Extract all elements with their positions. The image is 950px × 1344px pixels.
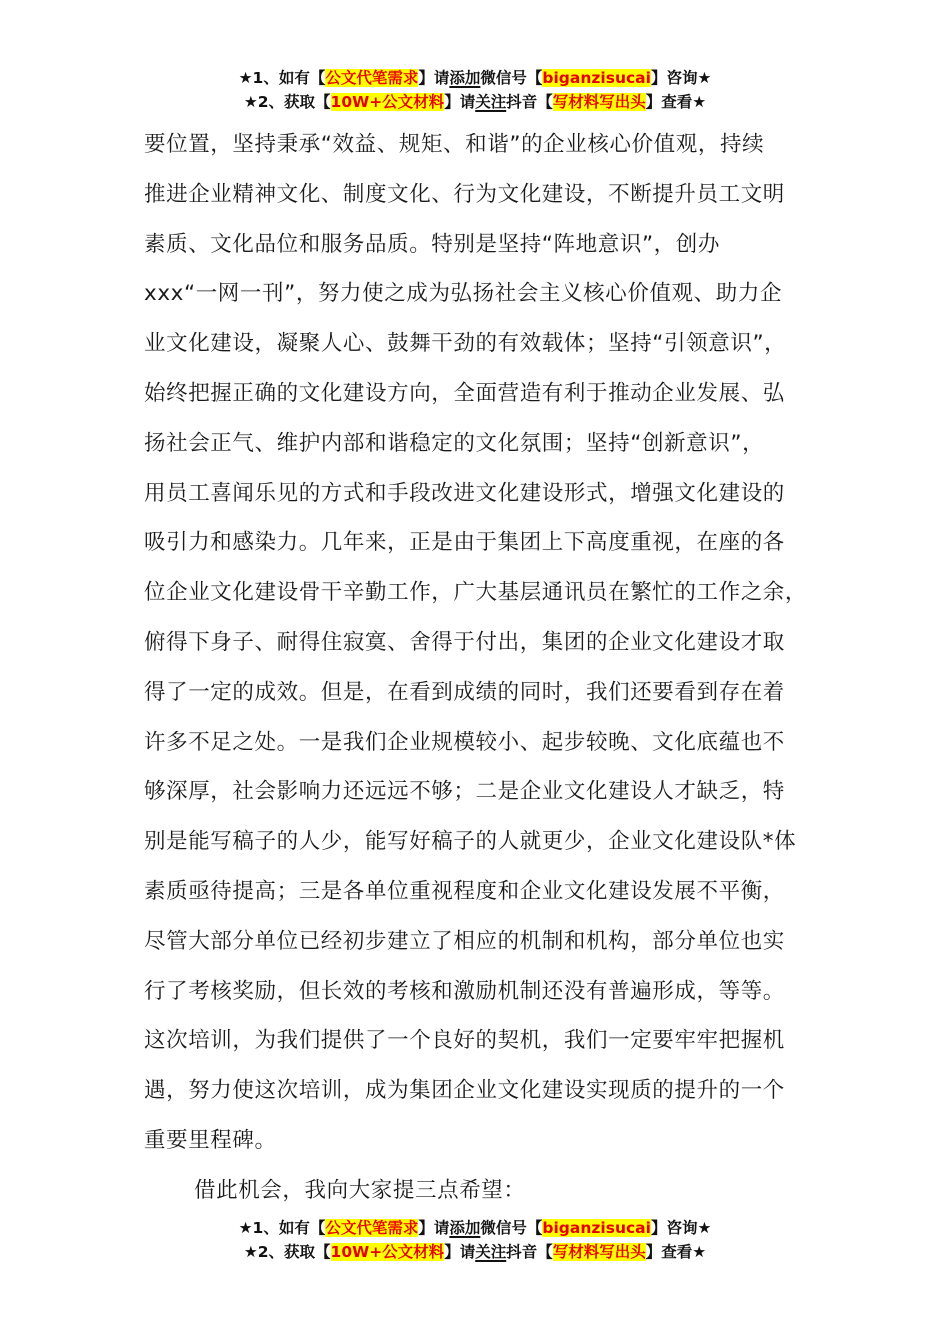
banner-highlight: biganzisucai	[542, 1219, 651, 1237]
body-line: 许多不足之处。一是我们企业规模较小、起步较晚、文化底蕴也不	[144, 729, 785, 755]
banner-line-1	[0, 66, 950, 90]
body-line: 素质亟待提高；三是各单位重视程度和企业文化建设发展不平衡，	[144, 878, 785, 904]
banner-underlined: 关注	[475, 93, 507, 111]
banner-line-1	[0, 1216, 950, 1240]
body-line: 这次培训，为我们提供了一个良好的契机，我们一定要牢牢把握机	[144, 1028, 785, 1054]
body-line: 遇，努力使这次培训，成为集团企业文化建设实现质的提升的一个	[144, 1078, 785, 1104]
banner-text: 】查看★	[645, 1243, 707, 1261]
body-line: 扬社会正气、维护内部和谐稳定的文化氛围；坚持“创新意识”，	[144, 430, 765, 456]
body-line: 别是能写稿子的人少，能写好稿子的人就更少，企业文化建设队*体	[144, 829, 797, 855]
body-line: 尽管大部分单位已经初步建立了相应的机制和机构，部分单位也实	[144, 928, 785, 954]
body-line: 重要里程碑。	[144, 1127, 277, 1153]
body-line: xxx“一网一刊”，努力使之成为弘扬社会主义核心价值观、助力企	[144, 281, 783, 307]
banner-text: 】请	[418, 1219, 450, 1237]
banner-line-2	[0, 1240, 950, 1264]
body-line: 行了考核奖励，但长效的考核和激励机制还没有普遍形成，等等。	[144, 978, 785, 1004]
banner-text: 】查看★	[645, 93, 707, 111]
banner-underlined: 关注	[475, 1243, 507, 1261]
banner-text: ★2、获取【	[243, 1243, 331, 1261]
closing-paragraph: 借此机会，我向大家提三点希望：	[194, 1177, 526, 1203]
body-line: 业文化建设，凝聚人心、鼓舞干劲的有效载体；坚持“引领意识”，	[144, 331, 787, 357]
banner-line-2	[0, 90, 950, 114]
body-line: 素质、文化品位和服务品质。特别是坚持“阵地意识”，创办	[144, 231, 720, 257]
banner-highlight: biganzisucai	[542, 69, 651, 87]
banner-highlight: 公文代笔需求	[325, 1219, 419, 1237]
document-body	[144, 120, 816, 1216]
banner-text: ★2、获取【	[243, 93, 331, 111]
banner-underlined: 添加	[449, 1219, 481, 1237]
banner-highlight: 写材料写出头	[552, 93, 646, 111]
body-line: 用员工喜闻乐见的方式和手段改进文化建设形式，增强文化建设的	[144, 480, 785, 506]
footer-banner	[0, 1216, 950, 1264]
banner-highlight: 写材料写出头	[552, 1243, 646, 1261]
banner-text: 】咨询★	[650, 1219, 712, 1237]
banner-text: 】请	[418, 69, 450, 87]
banner-text: 微信号【	[480, 69, 543, 87]
banner-highlight: 10W+公文材料	[330, 93, 445, 111]
body-line: 推进企业精神文化、制度文化、行为文化建设，不断提升员工文明	[144, 181, 785, 207]
banner-text: 抖音【	[506, 93, 553, 111]
body-line: 得了一定的成效。但是，在看到成绩的同时，我们还要看到存在着	[144, 679, 785, 705]
body-line: 要位置，坚持秉承“效益、规矩、和谐”的企业核心价值观，持续	[144, 132, 765, 157]
banner-text: 】咨询★	[650, 69, 712, 87]
banner-text: 】请	[444, 1243, 476, 1261]
body-line: 俯得下身子、耐得住寂寞、舍得于付出，集团的企业文化建设才取	[144, 629, 785, 655]
body-line: 够深厚，社会影响力还远远不够；二是企业文化建设人才缺乏，特	[144, 779, 785, 805]
banner-text: ★1、如有【	[238, 1219, 326, 1237]
banner-text: 】请	[444, 93, 476, 111]
banner-text: 抖音【	[506, 1243, 553, 1261]
banner-highlight: 10W+公文材料	[330, 1243, 445, 1261]
body-line: 吸引力和感染力。几年来，正是由于集团上下高度重视，在座的各	[144, 530, 785, 556]
banner-highlight: 公文代笔需求	[325, 69, 419, 87]
body-line: 位企业文化建设骨干辛勤工作，广大基层通讯员在繁忙的工作之余，	[144, 580, 808, 606]
banner-text: 微信号【	[480, 1219, 543, 1237]
header-banner	[0, 66, 950, 114]
banner-underlined: 添加	[449, 69, 481, 87]
banner-text: ★1、如有【	[238, 69, 326, 87]
body-line: 始终把握正确的文化建设方向，全面营造有利于推动企业发展、弘	[144, 380, 785, 406]
